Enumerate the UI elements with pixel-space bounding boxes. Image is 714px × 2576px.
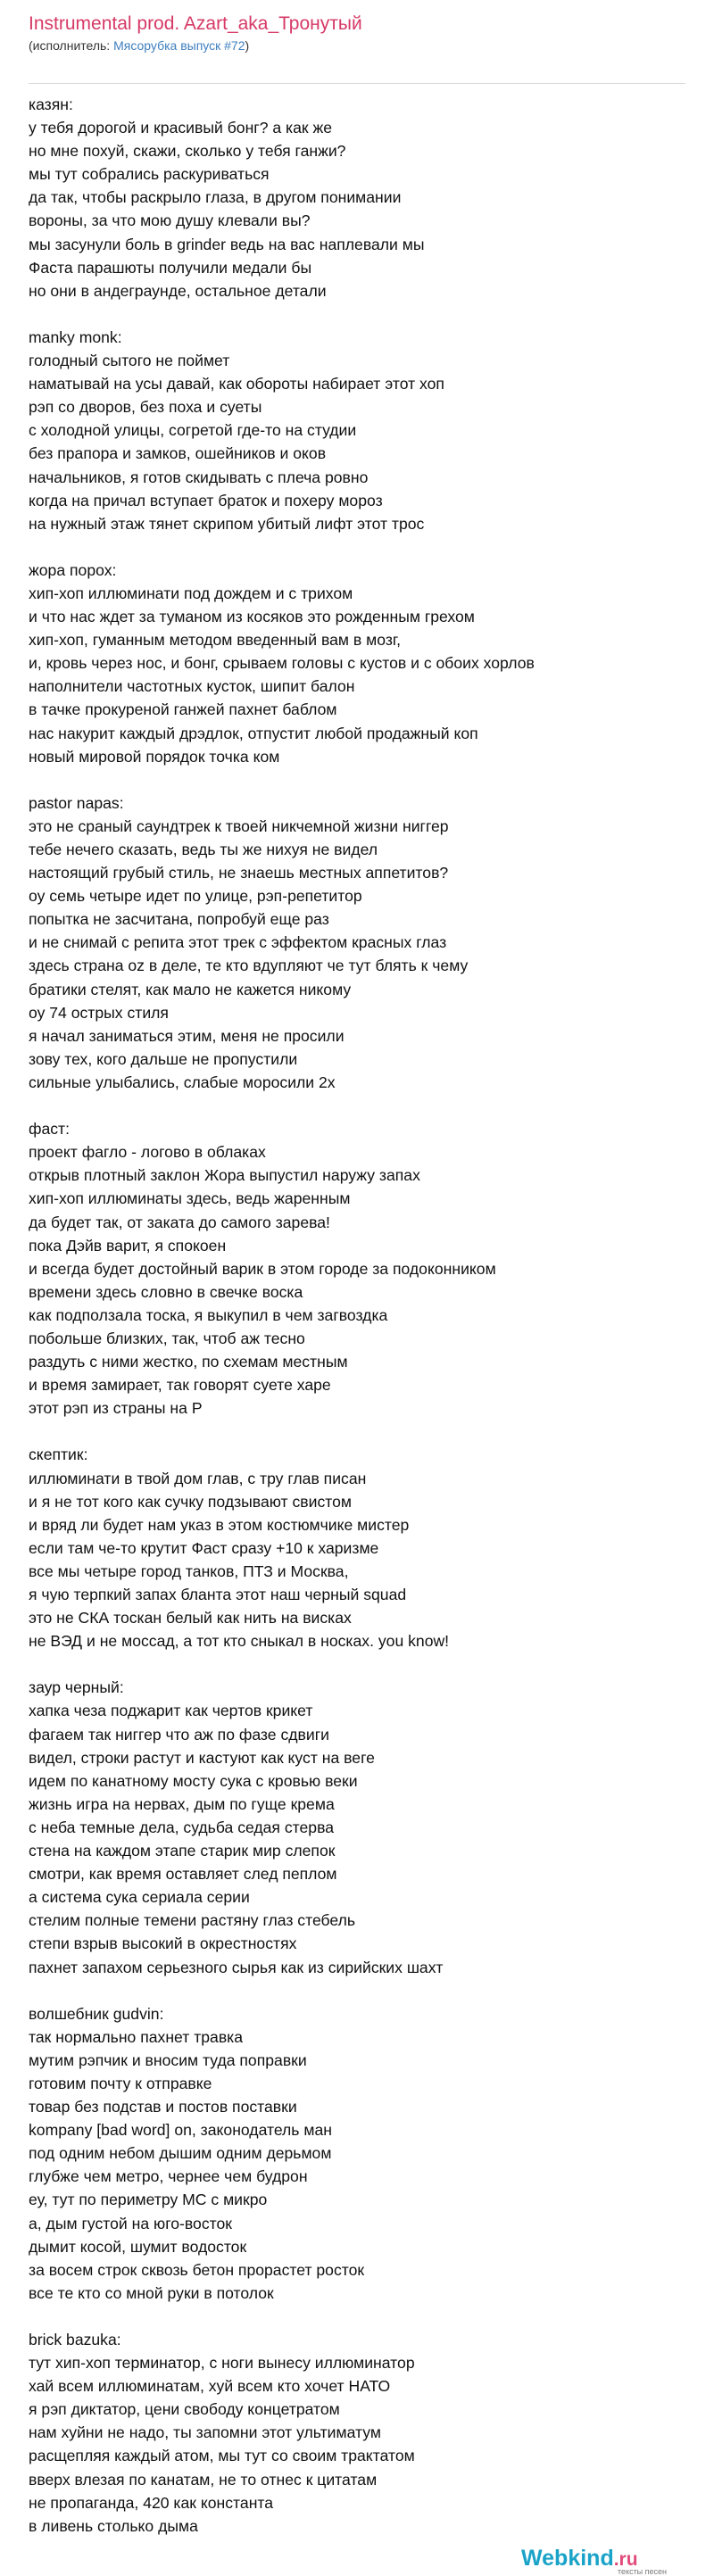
- artist-link[interactable]: Мясорубка выпуск #72: [113, 38, 245, 53]
- lyric-line: тут хип-хоп терминатор, с ноги вынесу иллюминатор: [29, 2354, 415, 2373]
- lyric-line: проект фагло - логово в облаках: [29, 1143, 266, 1162]
- lyric-line: голодный сытого не поймет: [29, 352, 230, 370]
- verse: [29, 2328, 689, 2538]
- lyric-line: нас накурит каждый дрэдлок, отпустит любой продажный коп: [29, 724, 478, 742]
- lyric-line: раздуть с ними жестко, по схемам местным: [29, 1353, 348, 1371]
- page: [29, 0, 689, 54]
- lyric-line: наполнители частотных кусток, шипит балон: [29, 677, 355, 696]
- lyric-line: с холодной улицы, согретой где-то на студии: [29, 421, 357, 440]
- lyric-line: настоящий грубый стиль, не знаешь местных аппетитов?: [29, 864, 449, 882]
- lyric-line: я начал заниматься этим, меня не просили: [29, 1026, 345, 1045]
- lyric-line: и не снимай с репита этот трек с эффектом красных глаз: [29, 933, 447, 952]
- lyric-line: побольше близких, так, чтоб аж тесно: [29, 1329, 305, 1347]
- verse: [29, 559, 689, 768]
- verse-performer: фаст:: [29, 1120, 71, 1139]
- lyric-line: попытка не засчитана, попробуй еще раз: [29, 910, 329, 929]
- lyric-line: kompany [bad word] on, законодатель ман: [29, 2121, 332, 2140]
- lyric-line: фагаем так ниггер что аж по фазе сдвиги: [29, 1725, 329, 1744]
- lyric-line: но они в андеграунде, остальное детали: [29, 281, 327, 300]
- lyric-line: мы засунули боль в grinder ведь на вас наплевали мы: [29, 235, 425, 253]
- lyric-line: с неба темные дела, судьба седая стерва: [29, 1818, 335, 1836]
- lyric-line: и я не тот кого как сучку подзывают свистом: [29, 1492, 353, 1511]
- lyric-line: на нужный этаж тянет скрипом убитый лифт этот трос: [29, 514, 425, 533]
- lyric-line: как подползала тоска, я выкупил в чем загвоздка: [29, 1305, 388, 1324]
- lyric-line: это не СКА тоскан белый как нить на висках: [29, 1609, 352, 1628]
- lyric-line: мы тут собрались раскуриваться: [29, 165, 270, 184]
- lyric-line: рэп со дворов, без поха и суеты: [29, 398, 262, 417]
- verse: [29, 2002, 689, 2305]
- lyric-line: жизнь игра на нервах, дым по гуще крема: [29, 1794, 335, 1813]
- lyric-line: хай всем иллюминатам, хуй всем кто хочет НАТО: [29, 2377, 391, 2396]
- artist-line: [29, 37, 689, 54]
- logo-tld: .ru: [613, 2549, 638, 2570]
- lyric-line: наматывай на усы давай, как обороты набирает этот хоп: [29, 375, 444, 393]
- lyric-line: начальников, я готов скидывать с плеча ровно: [29, 468, 369, 486]
- verse: [29, 1443, 689, 1652]
- verse-performer: pastor napas:: [29, 793, 124, 812]
- lyric-line: пахнет запахом серьезного сырья как из сирийских шахт: [29, 1958, 444, 1976]
- lyric-line: хип-хоп, гуманным методом введенный вам в мозг,: [29, 631, 402, 650]
- verse: [29, 93, 689, 302]
- lyric-line: стелим полные темени растяну глаз стебель: [29, 1911, 356, 1930]
- lyric-line: расщепляя каждый атом, мы тут со своим трактатом: [29, 2447, 415, 2465]
- lyric-line: открыв плотный заклон Жора выпустил наружу запах: [29, 1166, 420, 1185]
- lyric-line: и вряд ли будет нам указ в этом костюмчике мистер: [29, 1515, 410, 1534]
- lyric-line: пока Дэйв варит, я спокоен: [29, 1236, 227, 1255]
- lyric-line: Фаста парашюты получили медали бы: [29, 258, 312, 277]
- lyric-line: но мне похуй, скажи, сколько у тебя ганжи?: [29, 142, 346, 161]
- song-header: [29, 0, 689, 54]
- lyric-line: готовим почту к отправке: [29, 2074, 212, 2092]
- lyric-line: а система сука сериала серии: [29, 1888, 250, 1907]
- lyrics-body: [29, 93, 689, 2561]
- lyric-line: да будет так, от заката до самого зарева!: [29, 1213, 330, 1231]
- lyric-line: степи взрыв высокий в окрестностях: [29, 1934, 297, 1953]
- logo-tagline: тексты песен: [618, 2567, 668, 2576]
- lyric-line: зову тех, кого дальше не пропустили: [29, 1049, 298, 1068]
- lyric-line: хип-хоп иллюминати под дождем и с трихом: [29, 584, 353, 602]
- lyric-line: глубже чем метро, чернее чем будрон: [29, 2167, 308, 2186]
- verse: [29, 1117, 689, 1420]
- artist-suffix: ): [245, 38, 250, 53]
- verse-performer: скептик:: [29, 1445, 88, 1464]
- lyric-line: новый мировой порядок точка ком: [29, 747, 280, 766]
- lyric-line: я рэп диктатор, цени свободу концетратом: [29, 2400, 340, 2419]
- lyric-line: этот рэп из страны на Р: [29, 1399, 203, 1418]
- verse-performer: manky monk:: [29, 327, 122, 346]
- lyric-line: да так, чтобы раскрыло глаза, в другом понимании: [29, 188, 402, 207]
- lyric-line: смотри, как время оставляет след пеплом: [29, 1865, 337, 1884]
- lyric-line: если там че-то крутит Фаст сразу +10 к харизме: [29, 1538, 379, 1557]
- verse: [29, 791, 689, 1094]
- lyric-line: времени здесь словно в свечке воска: [29, 1282, 303, 1301]
- lyric-line: и время замирает, так говорят суете харе: [29, 1376, 331, 1395]
- lyric-line: тебе нечего сказать, ведь ты же нихуя не видел: [29, 841, 378, 858]
- verse: [29, 326, 689, 535]
- lyric-line: хип-хоп иллюминаты здесь, ведь жаренным: [29, 1189, 351, 1208]
- lyric-line: дымит косой, шумит водосток: [29, 2237, 247, 2256]
- lyric-line: и что нас ждет за туманом из косяков это рожденным грехом: [29, 608, 475, 626]
- lyric-line: так нормально пахнет травка: [29, 2027, 244, 2046]
- verse-performer: жора порох:: [29, 560, 117, 579]
- lyric-line: и, кровь через нос, и бонг, срываем головы с кустов и с обоих хорлов: [29, 654, 535, 673]
- lyric-line: оу 74 острых стиля: [29, 1003, 169, 1022]
- verse-performer: заур черный:: [29, 1678, 124, 1697]
- lyric-line: в тачке прокуреной ганжей пахнет баблом: [29, 700, 337, 719]
- lyric-line: в ливень столько дыма: [29, 2516, 198, 2535]
- lyric-line: вороны, за что мою душу клевали вы?: [29, 211, 311, 230]
- lyric-line: я чую терпкий запах бланта этот наш черный squad: [29, 1586, 407, 1603]
- lyric-line: сильные улыбались, слабые моросили 2х: [29, 1073, 336, 1091]
- lyric-line: оу семь четыре идет по улице, рэп-репетитор: [29, 887, 362, 906]
- logo-brand: Webkind: [521, 2546, 614, 2571]
- lyric-line: братики стелят, как мало не кажется никому: [29, 980, 352, 998]
- verse-performer: волшебник gudvin:: [29, 2004, 164, 2023]
- lyric-line: не ВЭД и не моссад, а тот кто сныкал в носках. you know!: [29, 1632, 450, 1651]
- lyric-line: это не сраный саундтрек к твоей никчемной жизни ниггер: [29, 816, 449, 835]
- webkind-logo[interactable]: [521, 2546, 668, 2576]
- lyric-line: здесь страна oz в деле, те кто вдупляют че тут блять к чему: [29, 957, 469, 975]
- lyric-line: иллюминати в твой дом глав, с тру глав писан: [29, 1469, 367, 1487]
- lyric-line: когда на причал вступает браток и похеру мороз: [29, 491, 383, 509]
- artist-prefix: (исполнитель:: [29, 38, 114, 53]
- lyric-line: не пропаганда, 420 как константа: [29, 2493, 274, 2512]
- lyric-line: нам хуйни не надо, ты запомни этот ультиматум: [29, 2423, 381, 2442]
- lyric-line: идем по канатному мосту сука с кровью веки: [29, 1771, 358, 1790]
- lyric-line: хапка чеза поджарит как чертов крикет: [29, 1702, 313, 1720]
- lyric-line: вверх влезая по канатам, не то отнес к цитатам: [29, 2470, 378, 2489]
- lyric-line: за восем строк сквозь бетон прорастет росток: [29, 2260, 365, 2279]
- header-divider: [29, 83, 685, 84]
- song-title: Instrumental prod. Azart_aka_Тронутый: [29, 13, 362, 34]
- verse-performer: казян:: [29, 95, 73, 113]
- lyric-line: мутим рэпчик и вносим туда поправки: [29, 2050, 307, 2069]
- verse-performer: brick bazuka:: [29, 2331, 121, 2348]
- lyric-line: без прапора и замков, ошейников и оков: [29, 444, 327, 463]
- lyric-line: видел, строки растут и кастуют как куст на веге: [29, 1748, 375, 1767]
- verse: [29, 1676, 689, 1978]
- lyric-line: под одним небом дышим одним дерьмом: [29, 2144, 332, 2163]
- lyric-line: товар без подстав и постов поставки: [29, 2098, 297, 2116]
- lyric-line: а, дым густой на юго-восток: [29, 2214, 232, 2232]
- lyric-line: у тебя дорогой и красивый бонг? а как же: [29, 119, 333, 137]
- lyric-line: все те кто со мной руки в потолок: [29, 2283, 274, 2302]
- lyric-line: все мы четыре город танков, ПТЗ и Москва,: [29, 1561, 349, 1580]
- lyric-line: стена на каждом этапе старик мир слепок: [29, 1842, 336, 1860]
- lyric-line: и всегда будет достойный варик в этом городе за подоконником: [29, 1259, 496, 1278]
- lyric-line: еу, тут по периметру МС с микро: [29, 2191, 268, 2209]
